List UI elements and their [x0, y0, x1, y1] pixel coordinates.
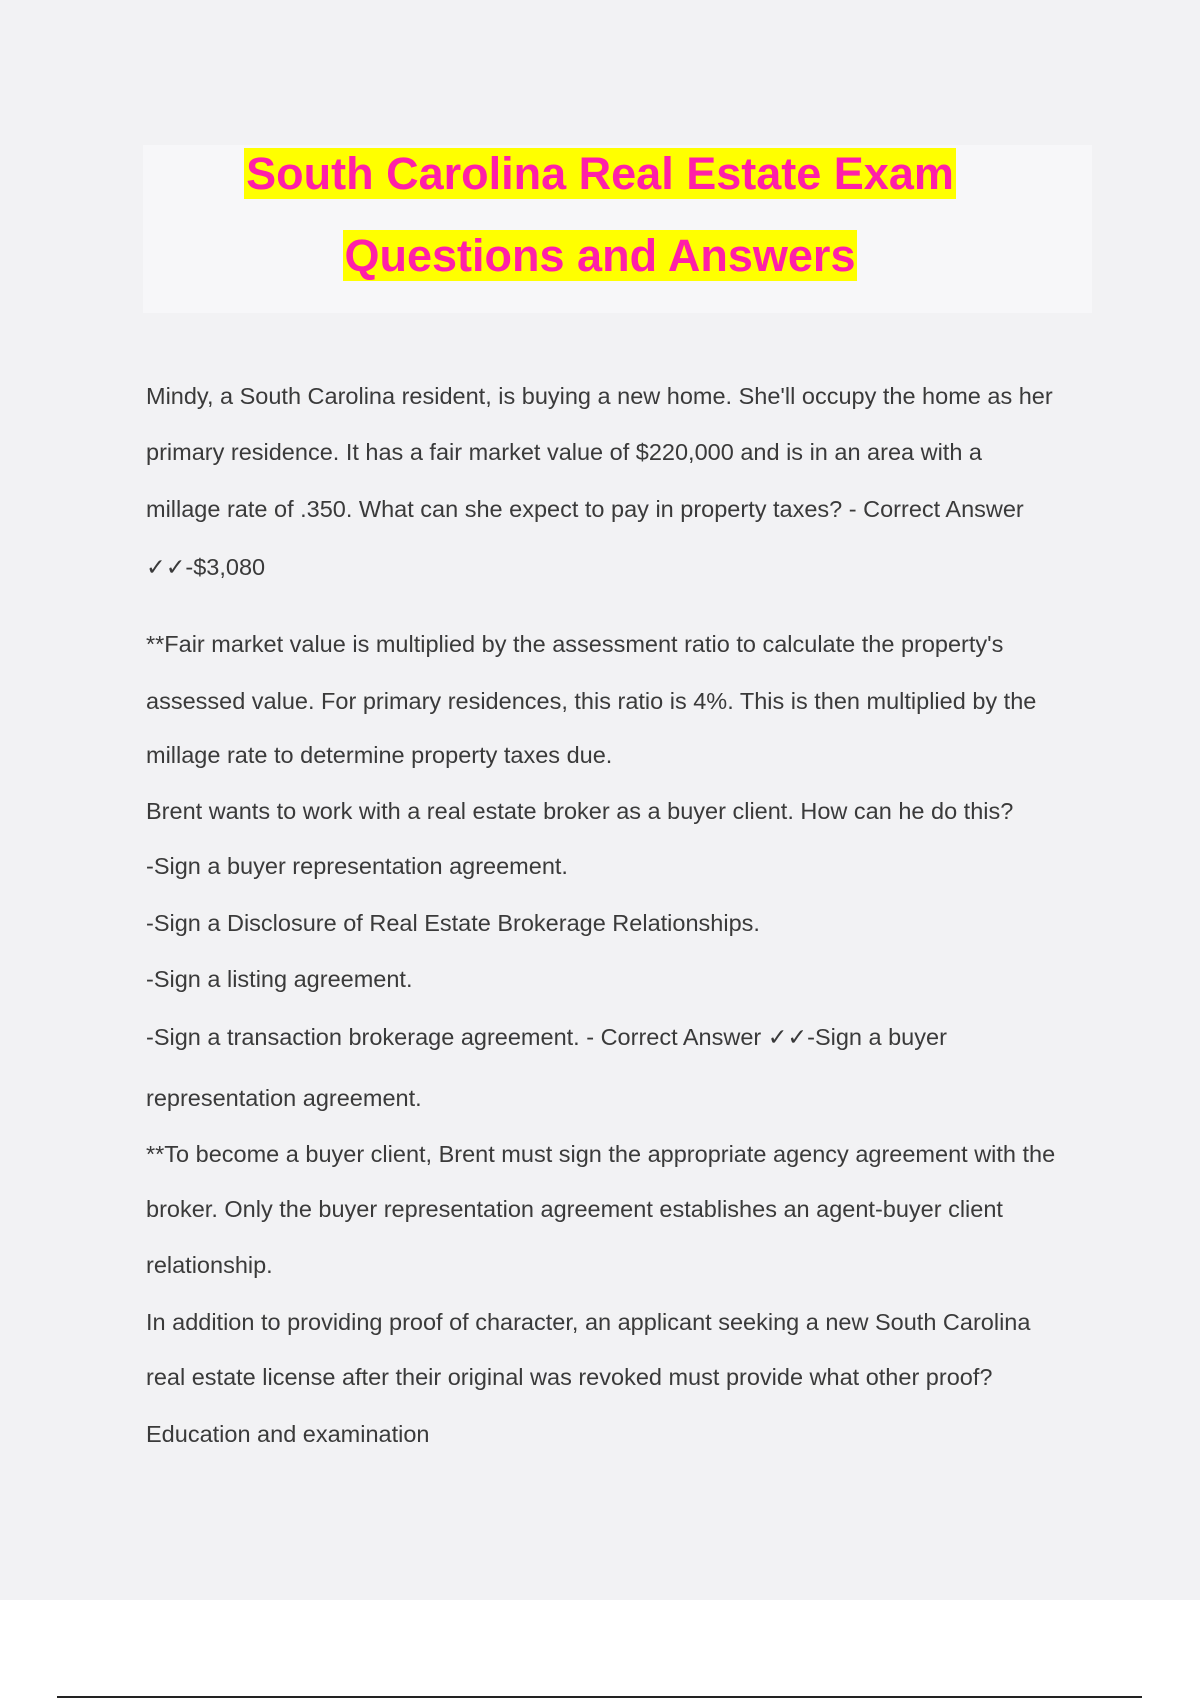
body-line: Mindy, a South Carolina resident, is buying a new home. She'll occupy the home as her: [146, 383, 1053, 409]
body-line: ✓✓-$3,080: [146, 554, 266, 580]
body-line: assessed value. For primary residences, this ratio is 4%. This is then multiplied by the: [146, 688, 1037, 714]
title-text-2: Questions and Answers: [344, 230, 856, 281]
body-line: broker. Only the buyer representation agreement establishes an agent-buyer client: [146, 1196, 1003, 1222]
body-line: **To become a buyer client, Brent must sign the appropriate agency agreement with the: [146, 1141, 1056, 1167]
body-line: -Sign a Disclosure of Real Estate Brokerage Relationships.: [146, 910, 760, 936]
page-bottom-rule: [57, 1696, 1142, 1698]
body-line: Education and examination: [146, 1421, 430, 1447]
body-line: millage rate of .350. What can she expect to pay in property taxes? - Correct Answer: [146, 496, 1024, 522]
body-line: millage rate to determine property taxes due.: [146, 742, 613, 768]
body-line: -Sign a transaction brokerage agreement. - Correct Answer ✓✓-Sign a buyer: [146, 1024, 947, 1050]
body-line: primary residence. It has a fair market value of $220,000 and is in an area with a: [146, 439, 983, 465]
body-line: -Sign a listing agreement.: [146, 966, 413, 992]
body-line: **Fair market value is multiplied by the assessment ratio to calculate the property's: [146, 631, 1004, 657]
body-line: -Sign a buyer representation agreement.: [146, 853, 568, 879]
title-text-1: South Carolina Real Estate Exam: [246, 148, 954, 199]
title-line-1: [0, 146, 1200, 201]
title-line-2: [0, 228, 1200, 283]
body-line: real estate license after their original was revoked must provide what other proof?: [146, 1364, 993, 1390]
body-line: relationship.: [146, 1252, 273, 1278]
body-line: In addition to providing proof of character, an applicant seeking a new South Carolina: [146, 1309, 1031, 1335]
body-line: representation agreement.: [146, 1085, 422, 1111]
body-line: Brent wants to work with a real estate broker as a buyer client. How can he do this?: [146, 798, 1014, 824]
